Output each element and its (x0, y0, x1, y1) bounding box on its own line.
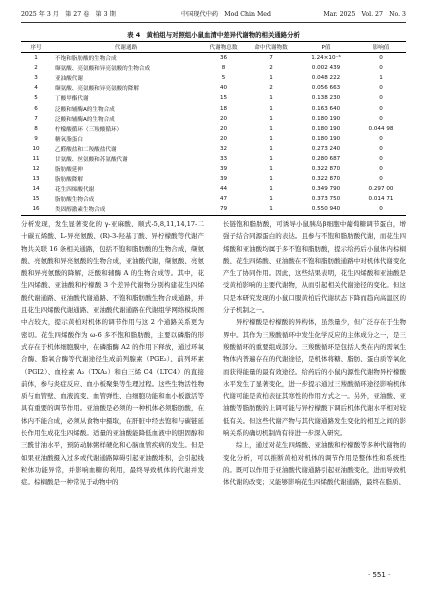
cell-total: 47 (219, 196, 228, 203)
table-row (21, 134, 406, 144)
cell-pathway: 脂肪酸降解 (55, 177, 83, 184)
paragraph: 分析发现，发生显著变化的 γ-亚麻酸、顺式-5,8,11,14,17-二十碳五烯酸、L-异亮氨酸、(R)-3-羟基丁酸、异柠檬酸等代谢产物共关联 16 条相关通路，包括不饱和脂肪酸的生物合成，缬氨酸、亮氨酸和异亮氨酸的生物合成，亚油酸代谢，缬氨酸、亮氨酸和异亮氨酸的降解，泛酸和辅酶 A 的生物合成等。其中，花生四烯酸、亚油酸和柠檬酸 3 个差异代谢物分别构建花生四烯酸代谢通路、亚油酸代谢通路、不饱和脂肪酸生物合成通路，并且花生四烯酸代谢通路、亚油酸代谢通路在代谢组学网络模块图中占较大，提示黄柏对机体的调节作用与这 2 个通路关系更为密切。花生四烯酸作为 ω-6 多不饱和脂肪酸，主要以磷脂的形式存在于机体细胞膜中，在磷脂酶 A2 的作用下释放，通过环氧合酶、脂氧合酶等代谢途径生成前列腺素（PGE₂）、前列环素（PGI2）、血栓素 A₂（TXA₂）和白三烯 C4（LTC4）的直接前体，参与炎症反应、血小板聚集等生理过程。这些生物活性物质与血管壁、血液流变、血管弹性、白细胞功能和血小板激活等具有重要的调节作用。亚油酸是必须的一种机体必须脂肪酸，在体内不能合成，必须从食物中摄取，在肝脏中经去饱和与碳链延长作用生成花生四烯酸。适量的亚油酸能降低血液中的胆固醇和三酰甘油水平，预防动脉粥样硬化和心脑血管疾病的发生。但是如果亚油酸摄入过多或代谢通路障碍引起亚油酸堆积，会引起线粒体功能异常，并影响血糖的利用，最终导致机体的代谢并发症。棕榈酸是一种常见于动物中的 (21, 220, 204, 487)
cell-total: 20 (219, 125, 228, 132)
cell-impact: 0 (379, 115, 383, 122)
cell-p: 0.322 870 (311, 166, 341, 173)
cell-total: 20 (219, 115, 228, 122)
cell-pathway: 丁酸甲酯代谢 (55, 96, 89, 103)
table-row (21, 63, 406, 73)
cell-pathway: 柠檬酸循环（三羧酸循环） (55, 126, 123, 133)
cell-hits: 1 (269, 135, 273, 142)
cell-hits: 2 (269, 65, 273, 72)
column-header: 代谢物总数 (209, 45, 238, 51)
cell-total: 44 (219, 186, 228, 193)
table-caption: 表 4 黄柏组与对照组小鼠血清中差异代谢物的相关通路分析 (127, 31, 300, 39)
cell-total: 32 (219, 145, 228, 152)
cell-hits: 1 (269, 166, 273, 173)
cell-impact: 0.297 00 (368, 186, 394, 193)
cell-no: 3 (34, 75, 38, 82)
table-row (21, 194, 406, 204)
table-row (21, 174, 406, 184)
table-row (21, 144, 406, 154)
header-rule (21, 22, 406, 23)
cell-impact: 0 (379, 135, 383, 142)
page-number: · 551 · (368, 571, 391, 579)
cell-pathway: 亚油酸代谢 (55, 76, 83, 83)
cell-impact: 0 (379, 166, 383, 173)
cell-hits: 1 (269, 206, 273, 213)
cell-total: 79 (219, 206, 228, 213)
cell-impact: 0 (379, 206, 383, 213)
cell-hits: 1 (269, 186, 273, 193)
cell-no: 9 (34, 135, 38, 142)
cell-hits: 7 (269, 55, 273, 62)
cell-pathway: 缬氨酸、亮氨酸和异亮氨酸的降解 (55, 86, 139, 93)
running-header (21, 9, 406, 21)
table-body (21, 53, 406, 216)
cell-impact: 0.044 98 (368, 125, 394, 132)
cell-total: 8 (221, 65, 226, 72)
cell-pathway: 泛酸和辅酶A的生物合成 (55, 116, 115, 123)
cell-impact: 0.014 71 (368, 196, 394, 203)
table-row (21, 154, 406, 164)
cell-no: 6 (34, 105, 38, 112)
cell-impact: 0 (379, 65, 383, 72)
cell-pathway: 缬氨酸、亮氨酸和异亮氨酸的生物合成 (55, 66, 151, 73)
cell-p: 0.550 940 (311, 206, 341, 213)
table-row (21, 124, 406, 134)
cell-no: 1 (34, 55, 38, 62)
cell-p: 0.180 190 (311, 125, 341, 132)
cell-p: 1.24×10⁻⁶ (311, 55, 341, 62)
cell-p: 0.180 190 (311, 115, 341, 122)
table-row (21, 114, 406, 124)
column-header: 命中代谢物数 (254, 45, 288, 51)
cell-hits: 2 (269, 85, 273, 92)
cell-pathway: 花生四烯酸代谢 (55, 187, 95, 194)
cell-impact: 1 (379, 75, 383, 82)
cell-impact: 0 (379, 95, 383, 102)
cell-p: 0.048 222 (311, 75, 341, 82)
cell-hits: 1 (269, 105, 273, 112)
cell-total: 39 (219, 166, 228, 173)
cell-pathway: 脂肪酸延伸 (55, 167, 83, 174)
cell-no: 15 (32, 196, 40, 203)
table-row (21, 93, 406, 103)
cell-pathway: 脂肪酸生物合成 (55, 197, 95, 204)
cell-total: 5 (221, 75, 226, 82)
cell-total: 15 (219, 95, 228, 102)
paragraph: 异柠檬酸是柠檬酸的异构体，虽然量少，但广泛存在于生物界中。其作为三羧酸循环中发生化学反应的主体成分之一，是三羧酸循环的重要组成部分。三羧酸循环是包括人类在内的需氧生物体内普遍存在的代谢途径，是机体将糖、脂肪、蛋白质等氧化而获得能量的最有效途径。给药后的小鼠内源性代谢物异柠檬酸水平发生了显著变化，进一步提示通过三羧酸循环途径影响机体代谢可能是黄柏表征其寒性的作用方式之一。另外，亚油酸、亚油酸等脂肪酸的上调可能与异柠檬酸下调后机体代谢水平相对较低有关。但这些代谢产物与其代谢通路发生变化的相互之间的影响关系的确切机制尚有待进一步深入研究。 (223, 318, 406, 438)
right-column (223, 218, 406, 489)
cell-pathway: 类固醇激素生物合成 (55, 207, 106, 214)
cell-total: 36 (219, 55, 228, 62)
cell-hits: 1 (269, 155, 273, 162)
cell-p: 0.180 190 (311, 135, 341, 142)
header-issue: 2025 年 3 月 第 27 卷 第 3 期 (21, 11, 116, 18)
table-row (21, 83, 406, 93)
cell-pathway: 糖氧脂蛋白 (55, 136, 83, 143)
cell-impact: 0 (379, 176, 383, 183)
cell-impact: 0 (379, 155, 383, 162)
cell-impact: 0 (379, 85, 383, 92)
cell-pathway: 不饱和脂肪酸的生物合成 (55, 56, 117, 63)
cell-p: 0.056 663 (311, 85, 341, 92)
table-row (21, 204, 406, 215)
paragraph: 长链饱和脂肪酸，可诱导小鼠胰岛β细胞中葡萄糖调节蛋白，增强子结合同源蛋白的表达。且参与不饱和脂肪酸代谢，而花生四烯酸和亚油酸均属于多不饱和脂肪酸，提示给药后小鼠体内棕榈酸、花生四烯酸、亚油酸在不饱和脂肪酸通路中对机体代谢变化产生了协同作用。因此，这些结果表明，花生四烯酸和亚油酸是受黄柏影响的主要代谢物，从而引起相关代谢途径的变化。但这只是本研究发现的小鼠口服黄柏后代谢状态下降而趋向高温区的分子机制之一。 (223, 220, 406, 315)
cell-p: 0.138 230 (311, 95, 341, 102)
cell-no: 8 (34, 125, 38, 132)
cell-hits: 1 (269, 75, 273, 82)
cell-p: 0.280 687 (311, 155, 341, 162)
cell-pathway: 乙醛酸盐和二羧酸盐代谢 (55, 146, 117, 153)
table-row (21, 103, 406, 113)
cell-impact: 0 (379, 55, 383, 62)
column-header: 序号 (30, 45, 42, 51)
cell-total: 40 (219, 85, 228, 92)
cell-no: 13 (32, 176, 40, 183)
cell-pathway: 泛酸和辅酶A的生物合成 (55, 106, 115, 113)
cell-p: 0.322 870 (311, 176, 341, 183)
cell-no: 10 (32, 145, 40, 152)
cell-impact: 0 (379, 105, 383, 112)
cell-hits: 1 (269, 115, 273, 122)
column-header: 影响值 (372, 45, 390, 51)
cell-p: 0.163 640 (311, 105, 341, 112)
table-row (21, 53, 406, 64)
cell-hits: 1 (269, 145, 273, 152)
table-row (21, 73, 406, 83)
left-column (21, 218, 204, 489)
cell-hits: 1 (269, 196, 273, 203)
table-header-row (21, 42, 406, 53)
table-row (21, 164, 406, 174)
cell-no: 16 (32, 206, 40, 213)
cell-no: 5 (34, 95, 38, 102)
paragraph: 综上，通过对花生四烯酸、亚油酸和柠檬酸等多种代谢物的变化分析，可以推断黄柏对机体的调节作用是整体性和系统性的。既可以作用于亚油酸代谢通路引起亚油酸变化，进而导致机体代谢的改变；又能够影响花生四烯酸代谢通路，最终在脂质、 (223, 441, 406, 487)
cell-pathway: 甘氨酸、丝氨酸和苏氨酸代谢 (55, 156, 128, 163)
cell-no: 11 (32, 155, 40, 162)
cell-total: 33 (219, 155, 228, 162)
cell-hits: 1 (269, 95, 273, 102)
cell-p: 0.273 240 (311, 145, 341, 152)
column-header: P值 (321, 45, 331, 51)
header-journal: 中国现代中药 Mod Chin Med (181, 11, 271, 18)
pathway-table (21, 41, 406, 216)
cell-impact: 0 (379, 145, 383, 152)
cell-no: 4 (34, 85, 38, 92)
cell-no: 12 (32, 166, 40, 173)
cell-no: 2 (34, 65, 38, 72)
column-header: 代谢通路 (114, 45, 138, 51)
cell-total: 18 (219, 105, 228, 112)
cell-p: 0.002 439 (311, 65, 341, 72)
cell-total: 20 (219, 135, 228, 142)
cell-hits: 1 (269, 176, 273, 183)
header-issue-en: Mar. 2025 Vol. 27 No. 3 (323, 11, 406, 18)
cell-p: 0.349 790 (311, 186, 341, 193)
cell-no: 7 (34, 115, 38, 122)
cell-p: 0.373 750 (311, 196, 341, 203)
cell-total: 39 (219, 176, 228, 183)
table-row (21, 184, 406, 194)
cell-no: 14 (32, 186, 40, 193)
cell-hits: 1 (269, 125, 273, 132)
